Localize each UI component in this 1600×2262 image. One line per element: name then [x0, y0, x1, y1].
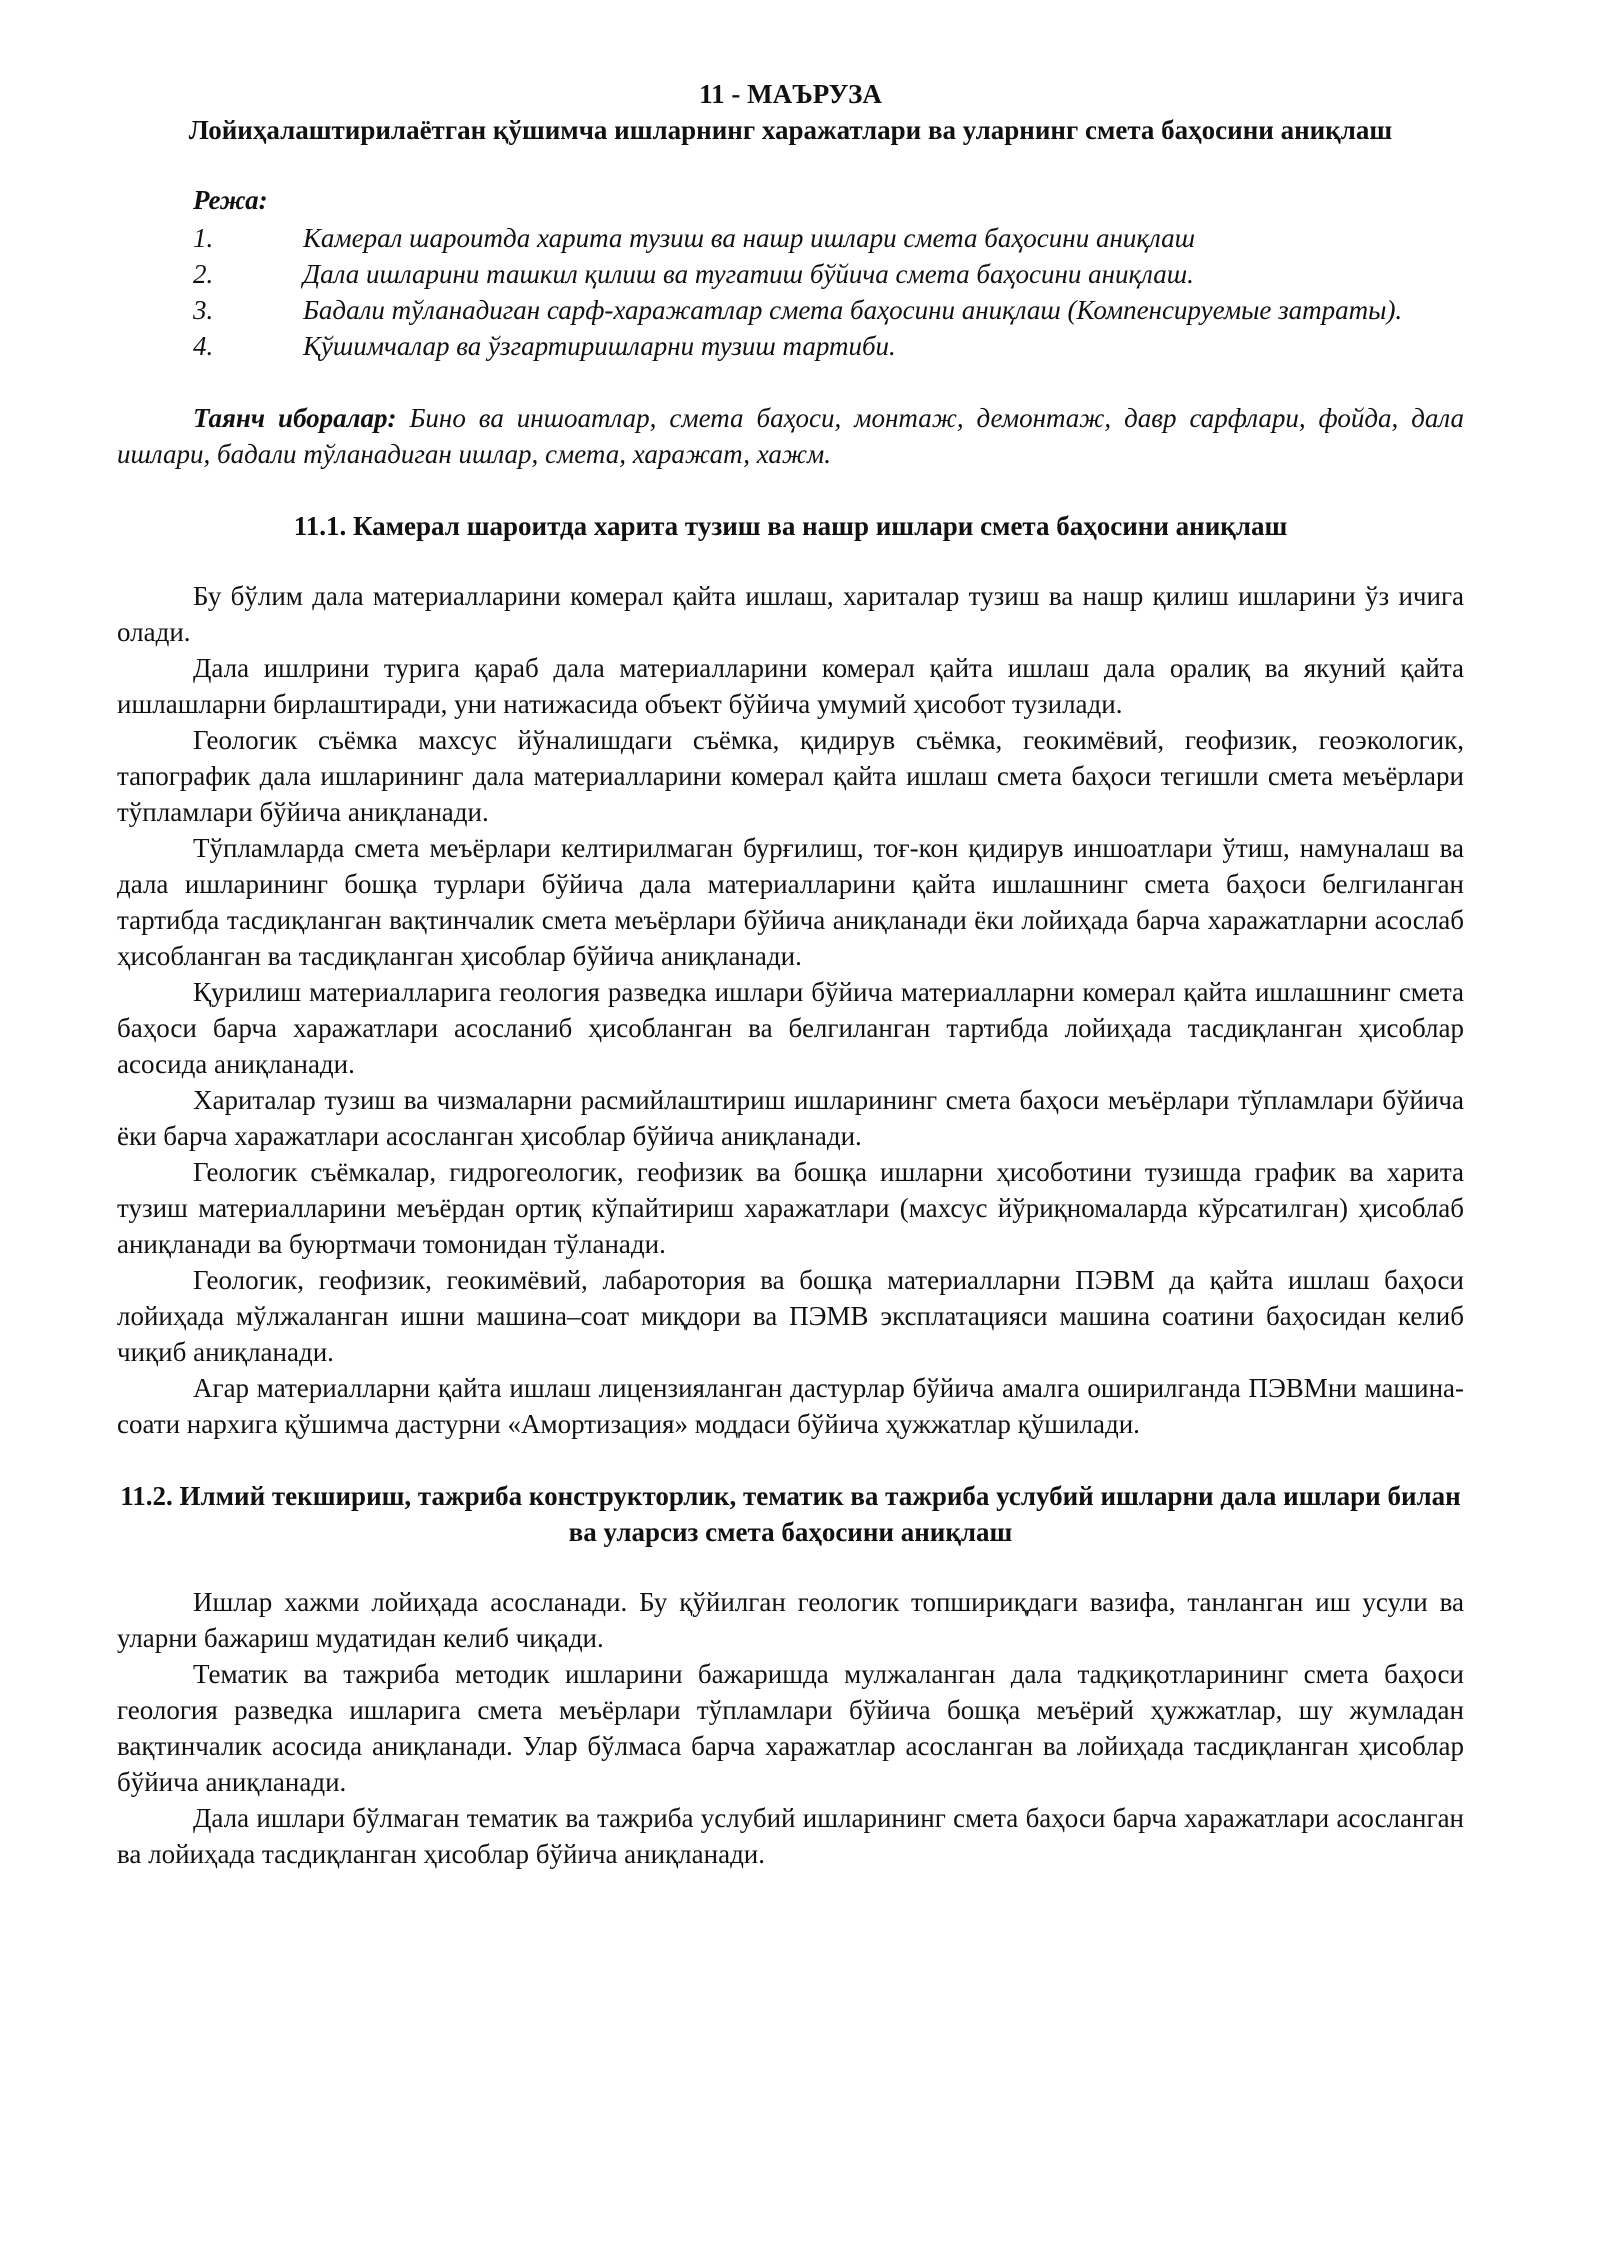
paragraph: Тўпламларда смета меъёрлари келтирилмаган бурғилиш, тоғ-кон қидирув иншоатлари ўтиш, намуналаш ва дала ишларининг бошқа турлари бўйича дала материалларини қайта ишлашнинг смета баҳоси белгиланган тартибда тасдиқланган вақтинчалик смета меъёрлари бўйича аниқланади ёки лойиҳада барча харажатларни асослаб ҳисобланган ва тасдиқланган ҳисоблар бўйича аниқланади. [117, 833, 1464, 971]
keywords-label: Таянч иборалар: [193, 403, 397, 433]
paragraph: Хариталар тузиш ва чизмаларни расмийлаштириш ишларининг смета баҳоси меъёрлари тўпламлари бўйича ёки барча харажатлари асосланган ҳисоблар бўйича аниқланади. [117, 1085, 1464, 1151]
plan-block [117, 182, 1464, 364]
paragraph: Дала ишлрини турига қараб дала материалларини комерал қайта ишлаш дала оралиқ ва якуний қайта ишлашларни бирлаштиради, уни натижасида объект бўйича умумий ҳисобот тузилади. [117, 653, 1464, 719]
plan-item-text: Бадали тўланадиган сарф-харажатлар смета баҳосини аниқлаш (Компенсируемые затраты). [303, 295, 1403, 325]
section-11-1 [117, 508, 1464, 1442]
keywords-text: Бино ва иншоатлар, смета баҳоси, монтаж, демонтаж, давр сарфлари, фойда, дала ишлари, бадали тўланадиган ишлар, смета, харажат, хажм. [117, 403, 1464, 469]
plan-item [117, 256, 1464, 292]
plan-item-text: Дала ишларини ташкил қилиш ва тугатиш бўйича смета баҳосини аниқлаш. [303, 259, 1194, 289]
keywords-paragraph [117, 400, 1464, 472]
paragraph: Бу бўлим дала материалларини комерал қайта ишлаш, хариталар тузиш ва нашр қилиш ишларини ўз ичига олади. [117, 581, 1464, 647]
plan-item [117, 220, 1464, 256]
plan-item-number: 2. [193, 259, 214, 289]
paragraph: Ишлар хажми лойиҳада асосланади. Бу қўйилган геологик топшириқдаги вазифа, танланган иш усули ва уларни бажариш мудатидан келиб чиқади. [117, 1587, 1464, 1653]
paragraph: Агар материалларни қайта ишлаш лицензияланган дастурлар бўйича амалга оширилганда ПЭВМни машина-соати нархига қўшимча дастурни «Амортизация» моддаси бўйича ҳужжатлар қўшилади. [117, 1373, 1464, 1439]
paragraph: Тематик ва тажриба методик ишларини бажаришда мулжаланган дала тадқиқотларининг смета баҳоси геология разведка ишларига смета меъёрлари тўпламлари бўйича бошқа меъёрий ҳужжатлар, шу жумладан вақтинчалик асосида аниқланади. Улар бўлмаса барча харажатлар асосланган ва лойиҳада тасдиқланган ҳисоблар бўйича аниқланади. [117, 1659, 1464, 1797]
paragraph: Геологик съёмка махсус йўналишдаги съёмка, қидирув съёмка, геокимёвий, геофизик, геоэкологик, тапографик дала ишларининг дала материалларини комерал қайта ишлаш смета баҳоси тегишли смета меъёрлари тўпламлари бўйича аниқланади. [117, 725, 1464, 827]
section-title: 11.2. Илмий текшириш, тажриба конструкторлик, тематик ва тажриба услубий ишларни дала ишлари билан ва уларсиз смета баҳосини аниқлаш [120, 1481, 1461, 1547]
lecture-title: 11 - МАЪРУЗА [699, 79, 882, 109]
plan-item [117, 328, 1464, 364]
plan-item-number: 4. [193, 331, 214, 361]
paragraph: Дала ишлари бўлмаган тематик ва тажриба услубий ишларининг смета баҳоси барча харажатлари асосланган ва лойиҳада тасдиқланган ҳисоблар бўйича аниқланади. [117, 1803, 1464, 1869]
plan-heading: Режа: [193, 185, 268, 215]
plan-item-text: Камерал шароитда харита тузиш ва нашр ишлари смета баҳосини аниқлаш [303, 223, 1195, 253]
lecture-subtitle: Лойиҳалаштирилаётган қўшимча ишларнинг харажатлари ва уларнинг смета баҳосини аниқлаш [188, 115, 1393, 145]
section-title: 11.1. Камерал шароитда харита тузиш ва нашр ишлари смета баҳосини аниқлаш [293, 511, 1288, 541]
plan-item-number: 1. [193, 223, 214, 253]
paragraph: Геологик съёмкалар, гидрогеологик, геофизик ва бошқа ишларни ҳисоботини тузишда график ва харита тузиш материалларини меъёрдан ортиқ кўпайтириш харажатлари (махсус йўриқномаларда кўрсатилган) ҳисоблаб аниқланади ва буюртмачи томонидан тўланади. [117, 1157, 1464, 1259]
plan-item-number: 3. [193, 295, 214, 325]
paragraph: Геологик, геофизик, геокимёвий, лабаротория ва бошқа материалларни ПЭВМ да қайта ишлаш баҳоси лойиҳада мўлжаланган ишни машина–соат миқдори ва ПЭМВ эксплатацияси машина соатини баҳосидан келиб чиқиб аниқланади. [117, 1265, 1464, 1367]
section-11-2 [117, 1478, 1464, 1872]
paragraph: Қурилиш материалларига геология разведка ишлари бўйича материалларни комерал қайта ишлашнинг смета баҳоси барча харажатлари асосланиб ҳисобланган ва белгиланган тартибда лойиҳада тасдиқланган ҳисоблар асосида аниқланади. [117, 977, 1464, 1079]
plan-item [117, 292, 1464, 328]
plan-item-text: Қўшимчалар ва ўзгартиришларни тузиш тартиби. [303, 331, 896, 361]
